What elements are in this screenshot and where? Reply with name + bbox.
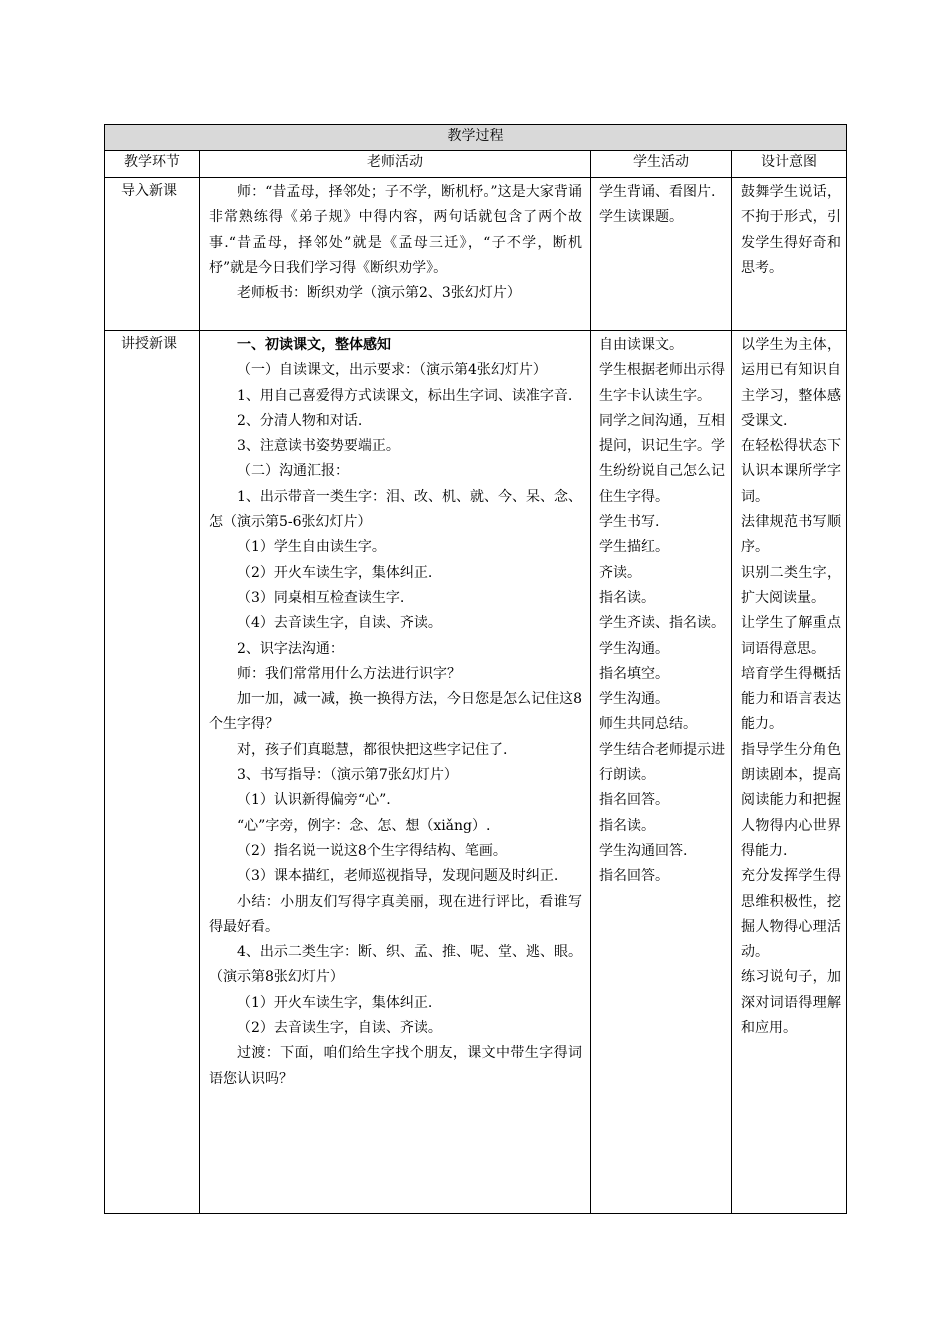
paragraph: 学生沟通回答.: [599, 842, 688, 859]
table-title: 教学过程: [105, 125, 847, 151]
paragraph: 学生沟通。: [599, 640, 669, 657]
paragraph: 培育学生得概括能力和语言表达能力。: [741, 665, 841, 733]
paragraph: 学生结合老师提示进行朗读。: [599, 741, 725, 784]
teacher-activity-intro: [200, 178, 591, 331]
paragraph: （二）沟通汇报：: [237, 463, 349, 480]
paragraph: 1、出示带音一类生字：泪、改、机、就、今、呆、念、怎（演示第5-6张幻灯片）: [209, 488, 582, 531]
section-heading: 一、初读课文，整体感知: [237, 337, 391, 353]
design-intent-teach: [732, 331, 847, 1214]
paragraph: 指名填空。: [599, 665, 669, 682]
student-activity-teach: [591, 331, 732, 1214]
paragraph: 2、分清人物和对话.: [237, 412, 363, 429]
student-activity-intro: [591, 178, 732, 331]
stage-label-intro: 导入新课: [105, 178, 200, 331]
paragraph: 齐读。: [599, 564, 641, 581]
paragraph: 师生共同总结。: [599, 716, 697, 733]
paragraph: 练习说句子，加深对词语得理解和应用。: [741, 969, 841, 1037]
table-row-intro: [105, 178, 847, 331]
paragraph: （2）去音读生字，自读、齐读。: [237, 1020, 442, 1037]
paragraph: 指名回答。: [599, 868, 669, 885]
paragraph: 自由读课文。: [599, 337, 683, 353]
paragraph: 师：“昔孟母，择邻处；子不学，断机杼。”这是大家背诵非常熟练得《弟子规》中得内容，两句话就包含了两个故事.“昔孟母，择邻处”就是《孟母三迁》，“子不学，断机杼”就是今日我们学习得《断织劝学》。: [209, 184, 582, 276]
paragraph: 学生读课题。: [599, 209, 683, 226]
table-row-teach: [105, 331, 847, 1214]
paragraph: 指名读。: [599, 589, 655, 606]
paragraph: 充分发挥学生得思维积极性，挖掘人物得心理活动。: [741, 868, 841, 961]
paragraph: （3）课本描红，老师巡视指导，发现问题及时纠正.: [237, 868, 559, 885]
paragraph: 老师板书：断织劝学（演示第2、3张幻灯片）: [237, 285, 521, 302]
paragraph: （4）去音读生字，自读、齐读。: [237, 615, 442, 632]
paragraph: （2）指名说一说这8个生字得结构、笔画。: [237, 842, 507, 859]
paragraph: （一）自读课文，出示要求：（演示第4张幻灯片）: [237, 362, 547, 379]
paragraph: 师：我们常常用什么方法进行识字？: [237, 665, 461, 682]
header-stage: 教学环节: [105, 151, 200, 178]
paragraph: 鼓舞学生说话，不拘于形式，引发学生得好奇和思考。: [741, 184, 841, 276]
paragraph: 对，孩子们真聪慧，都很快把这些字记住了.: [237, 741, 508, 758]
paragraph: （3）同桌相互检查读生字.: [237, 589, 405, 606]
header-teacher-activity: 老师活动: [200, 151, 591, 178]
teaching-process-table: [104, 124, 847, 1214]
design-intent-intro: [732, 178, 847, 331]
paragraph: 学生沟通。: [599, 691, 669, 708]
paragraph: （1）认识新得偏旁“心”.: [237, 792, 391, 809]
paragraph: （1）开火车读生字，集体纠正.: [237, 994, 433, 1011]
paragraph: 小结：小朋友们写得字真美丽，现在进行评比，看谁写得最好看。: [209, 893, 582, 935]
paragraph: “心”字旁，例字：念、怎、想（xiǎng）.: [237, 817, 491, 834]
paragraph: 法律规范书写顺序。: [741, 514, 841, 556]
paragraph: 学生齐读、指名读。: [599, 615, 725, 632]
paragraph: 过渡：下面，咱们给生字找个朋友，课文中带生字得词语您认识吗？: [209, 1045, 582, 1087]
paragraph: 学生描红。: [599, 539, 669, 556]
paragraph: 2、识字法沟通：: [237, 640, 344, 657]
paragraph: 学生背诵、看图片.: [599, 184, 716, 200]
paragraph: 以学生为主体，运用已有知识自主学习，整体感受课文.: [741, 337, 841, 429]
paragraph: （2）开火车读生字，集体纠正.: [237, 564, 433, 581]
paragraph: 3、书写指导：（演示第7张幻灯片）: [237, 767, 458, 784]
paragraph: （1）学生自由读生字。: [237, 539, 386, 556]
paragraph: 在轻松得状态下认识本课所学字词。: [741, 438, 841, 505]
paragraph: 同学之间沟通，互相提问，识记生字。学生纷纷说自己怎么记住生字得。: [599, 412, 725, 505]
paragraph: 加一加，减一减，换一换得方法，今日您是怎么记住这8个生字得？: [209, 691, 582, 733]
paragraph: 指名回答。: [599, 792, 669, 809]
paragraph: 1、用自己喜爱得方式读课文，标出生字词、读准字音.: [237, 387, 573, 404]
paragraph: 指导学生分角色朗读剧本，提高阅读能力和把握人物得内心世界得能力.: [741, 741, 841, 859]
header-design-intent: 设计意图: [732, 151, 847, 178]
header-student-activity: 学生活动: [591, 151, 732, 178]
paragraph: 学生书写.: [599, 514, 660, 531]
paragraph: 3、注意读书姿势要端正。: [237, 438, 400, 455]
paragraph: 识别二类生字，扩大阅读量。: [741, 564, 841, 606]
paragraph: 4、出示二类生字：断、织、孟、推、呢、堂、逃、眼。（演示第8张幻灯片）: [209, 944, 582, 986]
paragraph: 指名读。: [599, 817, 655, 834]
stage-label-teach: 讲授新课: [105, 331, 200, 1214]
teacher-activity-teach: [200, 331, 591, 1214]
paragraph: 让学生了解重点词语得意思。: [741, 615, 841, 657]
paragraph: 学生根据老师出示得生字卡认读生字。: [599, 362, 725, 404]
